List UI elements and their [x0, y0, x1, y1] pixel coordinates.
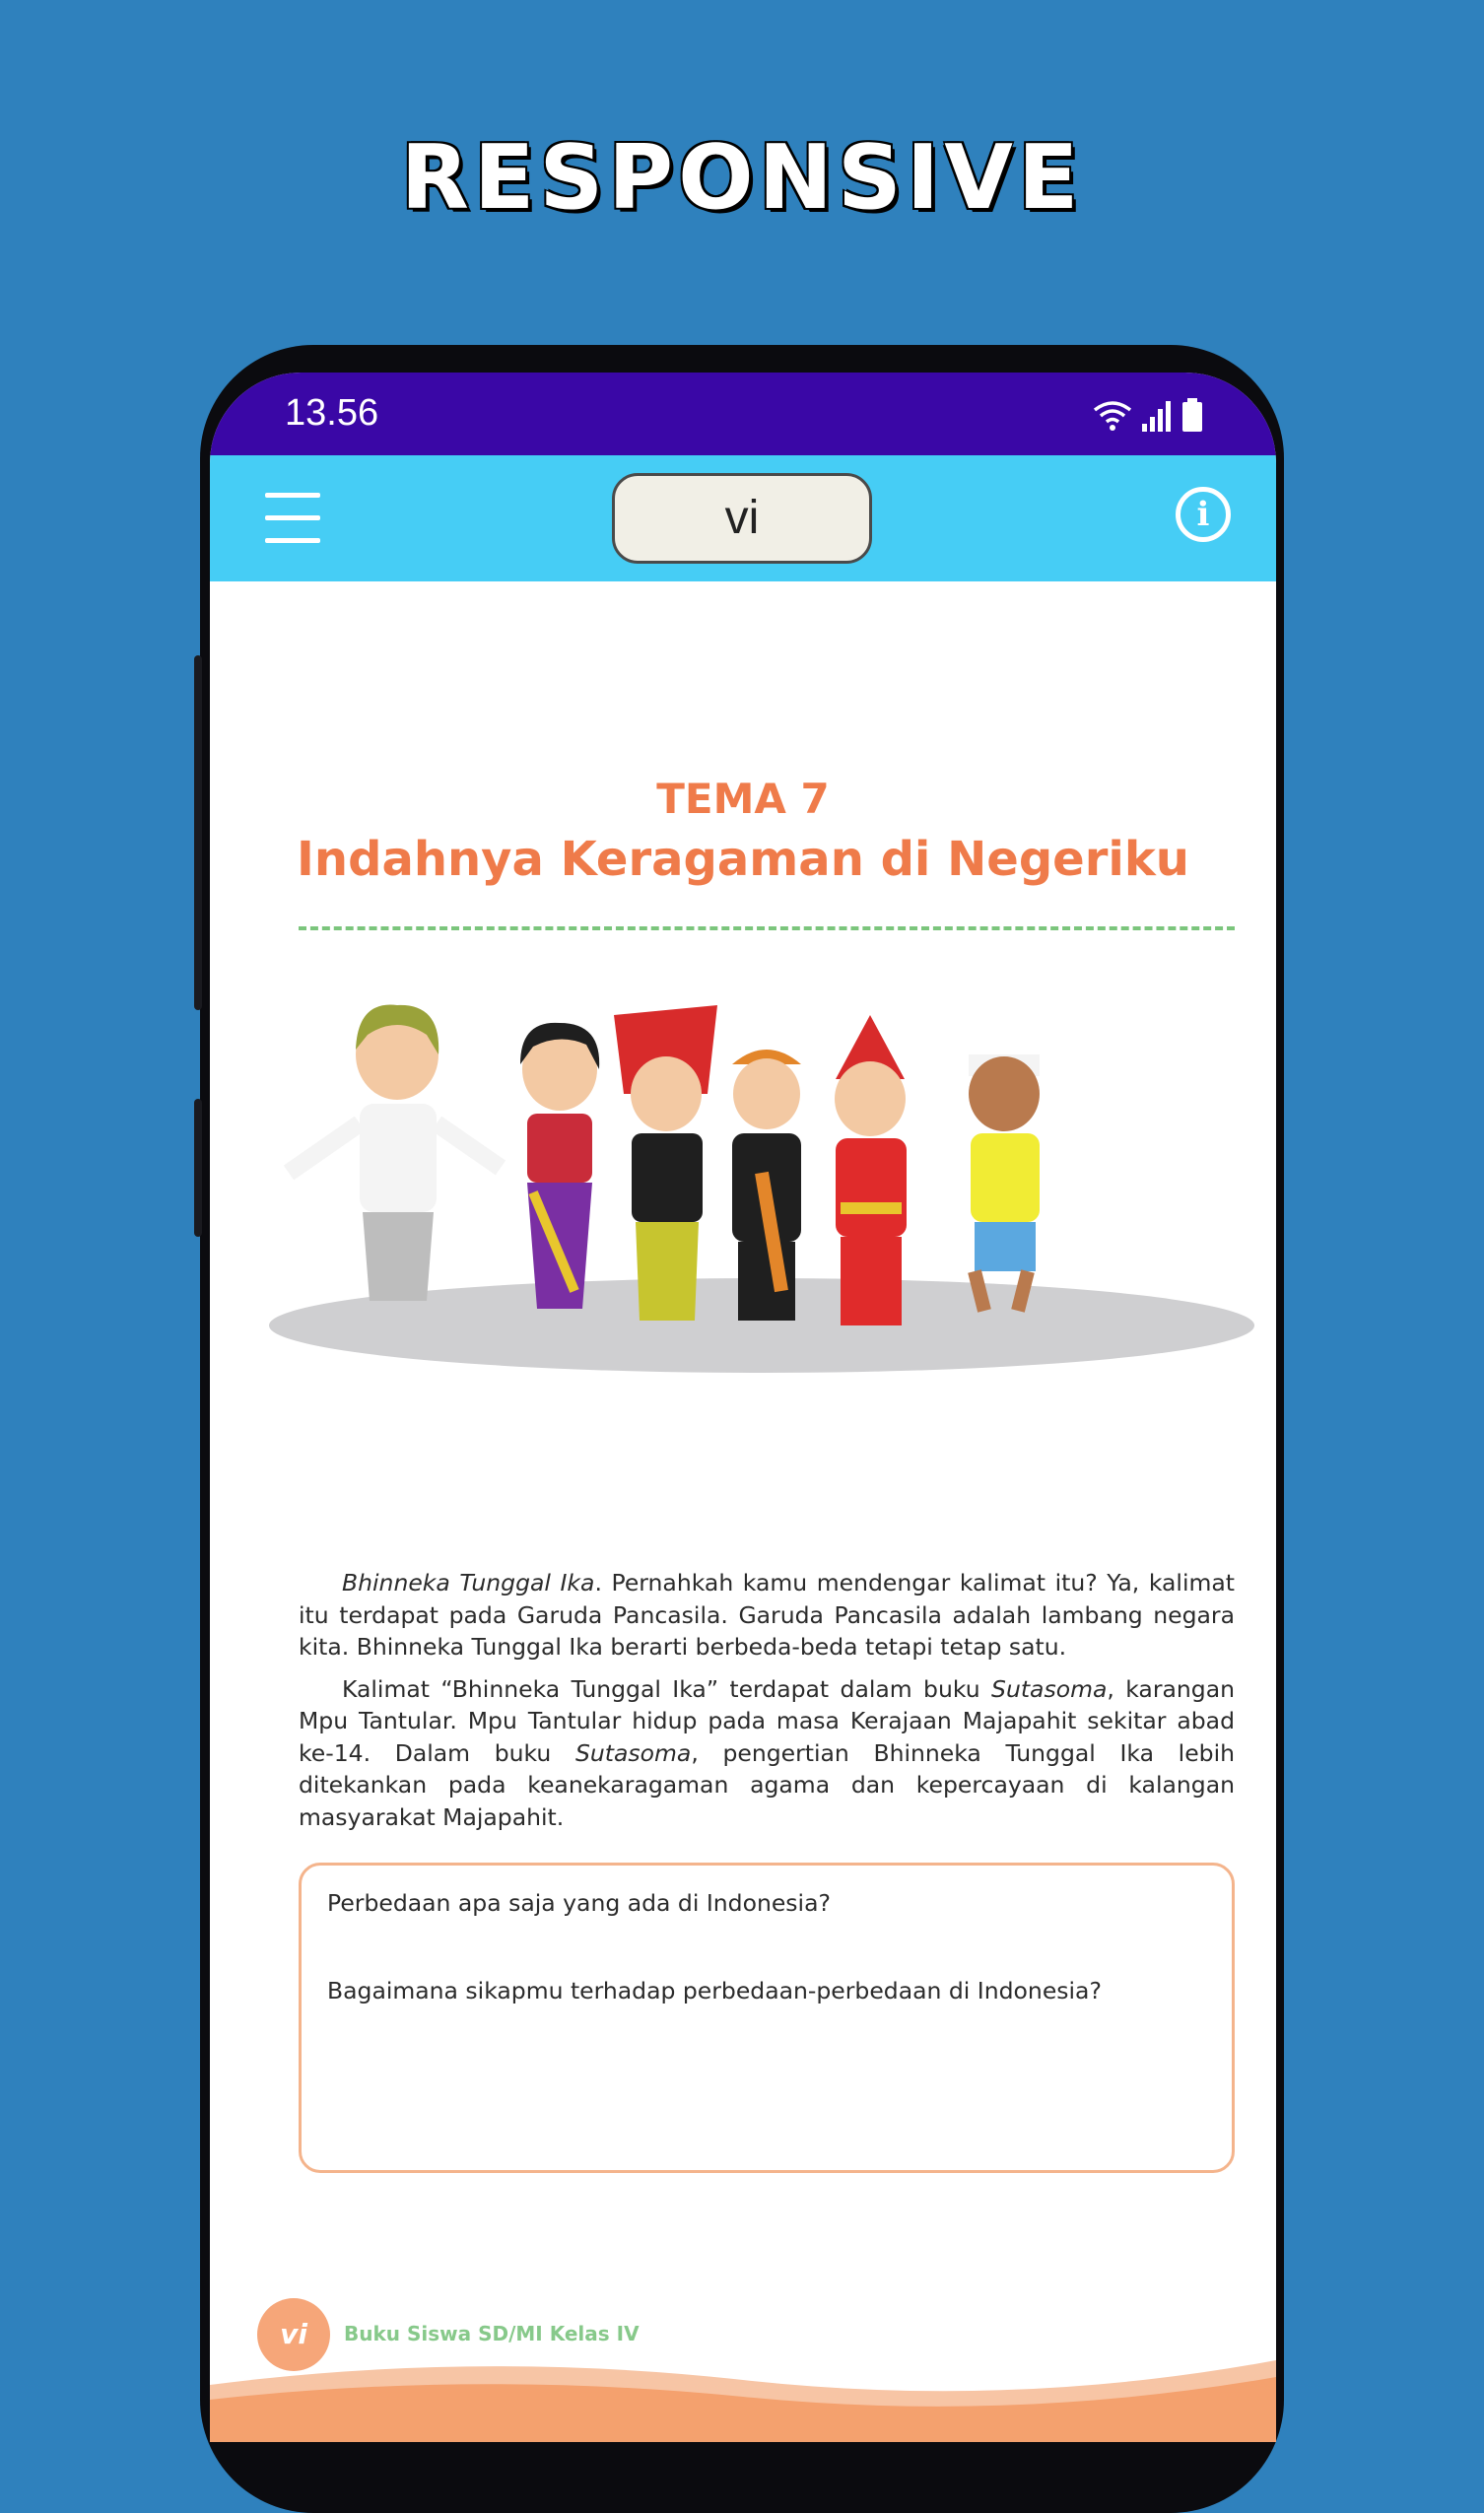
question-1: Perbedaan apa saja yang ada di Indonesia?	[327, 1889, 831, 1917]
footer-book-title: Buku Siswa SD/MI Kelas IV	[344, 2322, 640, 2345]
paragraph-2-italic-b: Sutasoma	[574, 1738, 692, 1767]
footer-wave-decoration	[210, 2355, 1276, 2442]
paragraph-2-text-a: Kalimat “Bhinneka Tunggal Ika” terdapat dalam buku	[342, 1674, 992, 1703]
signal-icon	[1142, 400, 1172, 432]
promo-title: RESPONSIVE	[400, 126, 1084, 230]
theme-title: Indahnya Keragaman di Negeriku	[297, 832, 1189, 887]
child-figure-5	[835, 1015, 907, 1325]
status-icons	[1093, 396, 1203, 432]
question-box	[299, 1863, 1235, 2173]
children-traditional-costume-illustration	[269, 995, 1254, 1390]
child-figure-4	[732, 1050, 801, 1321]
footer-page-badge: vi	[257, 2298, 330, 2371]
dashed-divider	[299, 926, 1235, 930]
paragraph-1-italic: Bhinneka Tunggal Ika	[342, 1569, 595, 1596]
paragraph-1	[299, 1567, 1235, 1664]
paragraph-2	[299, 1673, 1235, 1834]
child-figure-2	[520, 1023, 599, 1309]
paragraph-2-text-c: , pengertian Bhinneka Tunggal Ika lebih ditekankan pada keanekaragaman agama dan kepercayaan di kalangan masyarakat Majapahit.	[299, 1738, 1235, 1831]
theme-label: TEMA 7	[656, 775, 830, 823]
paragraph-2-italic-a: Sutasoma	[991, 1674, 1108, 1703]
book-page	[210, 581, 1276, 2442]
question-2: Bagaimana sikapmu terhadap perbedaan-perbedaan di Indonesia?	[327, 1977, 1102, 2004]
app-toolbar	[210, 455, 1276, 581]
phone-screen	[210, 373, 1276, 2442]
page-number-button[interactable]: vi	[612, 473, 872, 564]
child-figure-1	[289, 1005, 501, 1301]
paragraph-1-text: . Pernahkah kamu mendengar kalimat itu? Ya, kalimat itu terdapat pada Garuda Pancasila. Garuda Pancasila adalah lambang negara kita. Bhinneka Tunggal Ika berarti berbeda-beda tetapi tetap satu.	[299, 1569, 1235, 1661]
child-figure-3	[614, 1005, 717, 1321]
body-text	[299, 1567, 1235, 1843]
battery-icon	[1181, 398, 1203, 432]
paragraph-2-text-b: , karangan Mpu Tantular. Mpu Tantular hidup pada masa Kerajaan Majapahit sekitar abad ke-14. Dalam buku	[299, 1674, 1235, 1767]
phone-volume-button	[194, 655, 202, 1010]
info-icon[interactable]: i	[1176, 487, 1231, 542]
status-time: 13.56	[285, 392, 379, 434]
menu-icon[interactable]	[265, 489, 320, 548]
child-figure-6	[969, 1054, 1040, 1311]
phone-power-button	[194, 1099, 202, 1237]
status-bar	[210, 373, 1276, 455]
wifi-icon	[1093, 398, 1132, 432]
